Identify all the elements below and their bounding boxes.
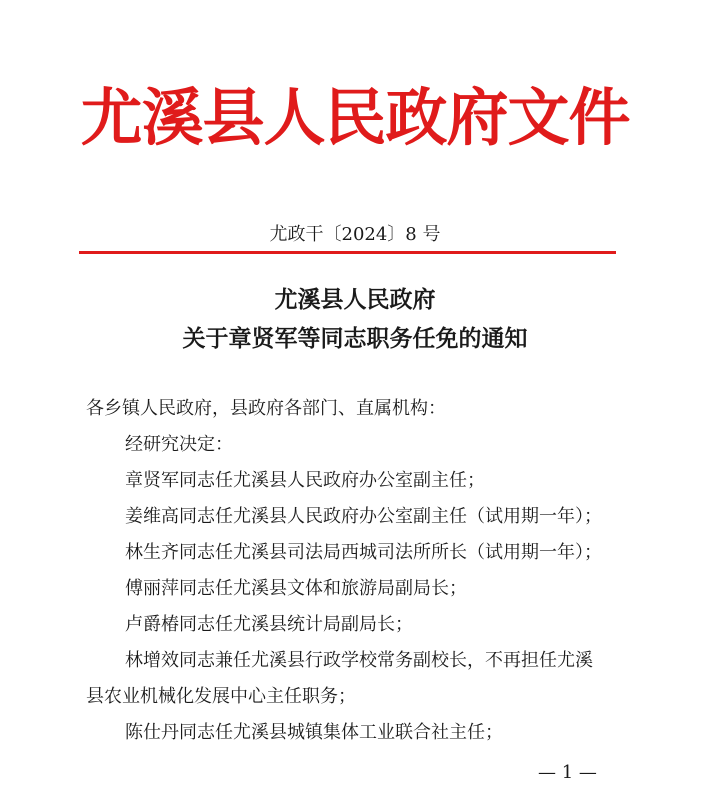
appointment-item: 傅丽萍同志任尤溪县文体和旅游局副局长； bbox=[125, 578, 467, 599]
red-divider-line bbox=[79, 251, 616, 254]
appointment-item: 林生齐同志任尤溪县司法局西城司法所所长（试用期一年）； bbox=[125, 542, 602, 563]
appointment-item-continued: 县农业机械化发展中心主任职务； bbox=[86, 686, 356, 707]
document-header-title: 尤溪县人民政府文件 bbox=[80, 81, 630, 154]
appointment-item: 陈仕丹同志任尤溪县城镇集体工业联合社主任； bbox=[125, 722, 503, 743]
appointment-item: 林增效同志兼任尤溪县行政学校常务副校长，不再担任尤溪 bbox=[125, 650, 593, 671]
document-number: 尤政干〔2024〕8 号 bbox=[269, 224, 441, 245]
notice-title-line-2: 关于章贤军等同志职务任免的通知 bbox=[182, 325, 528, 352]
appointment-item: 卢爵椿同志任尤溪县统计局副局长； bbox=[125, 614, 413, 635]
appointment-item: 姜维高同志任尤溪县人民政府办公室副主任（试用期一年）； bbox=[125, 506, 602, 527]
salutation: 各乡镇人民政府，县政府各部门、直属机构： bbox=[86, 398, 446, 419]
appointment-item: 章贤军同志任尤溪县人民政府办公室副主任； bbox=[125, 470, 485, 491]
notice-title-line-1: 尤溪县人民政府 bbox=[274, 286, 436, 313]
page-number: — 1 — bbox=[538, 762, 597, 783]
intro-paragraph: 经研究决定： bbox=[125, 434, 233, 455]
